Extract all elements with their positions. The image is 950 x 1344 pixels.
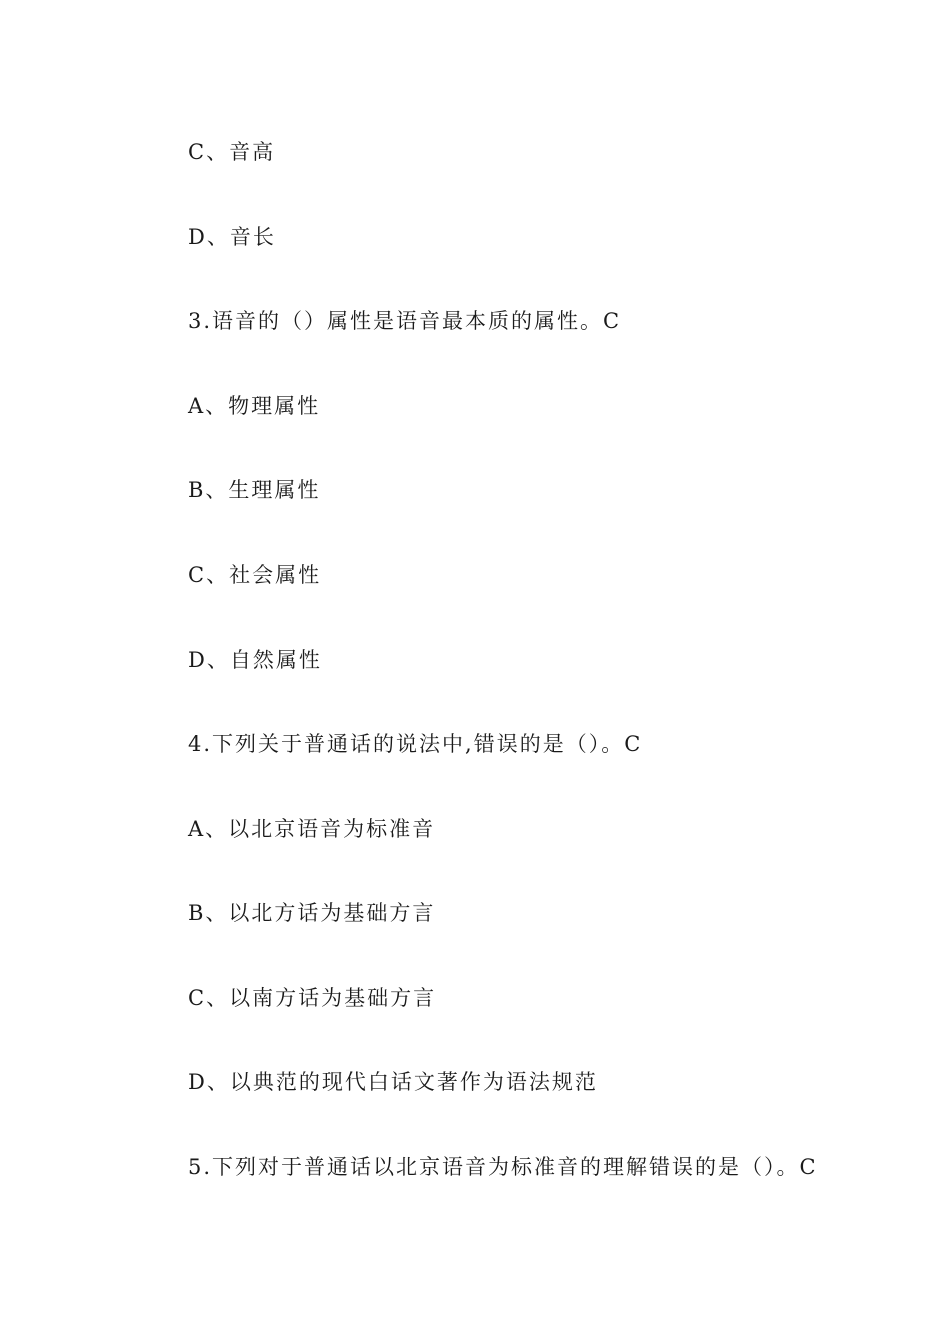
option-a-q4: A、以北京语音为标准音 xyxy=(188,817,436,841)
option-c-q3: C、社会属性 xyxy=(188,563,322,587)
option-b-q4: B、以北方话为基础方言 xyxy=(188,901,436,925)
question-5: 5.下列对于普通话以北京语音为标准音的理解错误的是（）。C xyxy=(188,1155,818,1179)
question-3: 3.语音的（）属性是语音最本质的属性。C xyxy=(188,309,622,333)
option-a-q3: A、物理属性 xyxy=(188,394,321,418)
option-c-q4: C、以南方话为基础方言 xyxy=(188,986,437,1010)
option-c-q2: C、音高 xyxy=(188,140,276,164)
option-b-q3: B、生理属性 xyxy=(188,478,321,502)
option-d-q2: D、音长 xyxy=(188,225,276,249)
question-4: 4.下列关于普通话的说法中,错误的是（）。C xyxy=(188,732,643,756)
option-d-q4: D、以典范的现代白话文著作为语法规范 xyxy=(188,1070,598,1094)
option-d-q3: D、自然属性 xyxy=(188,648,322,672)
